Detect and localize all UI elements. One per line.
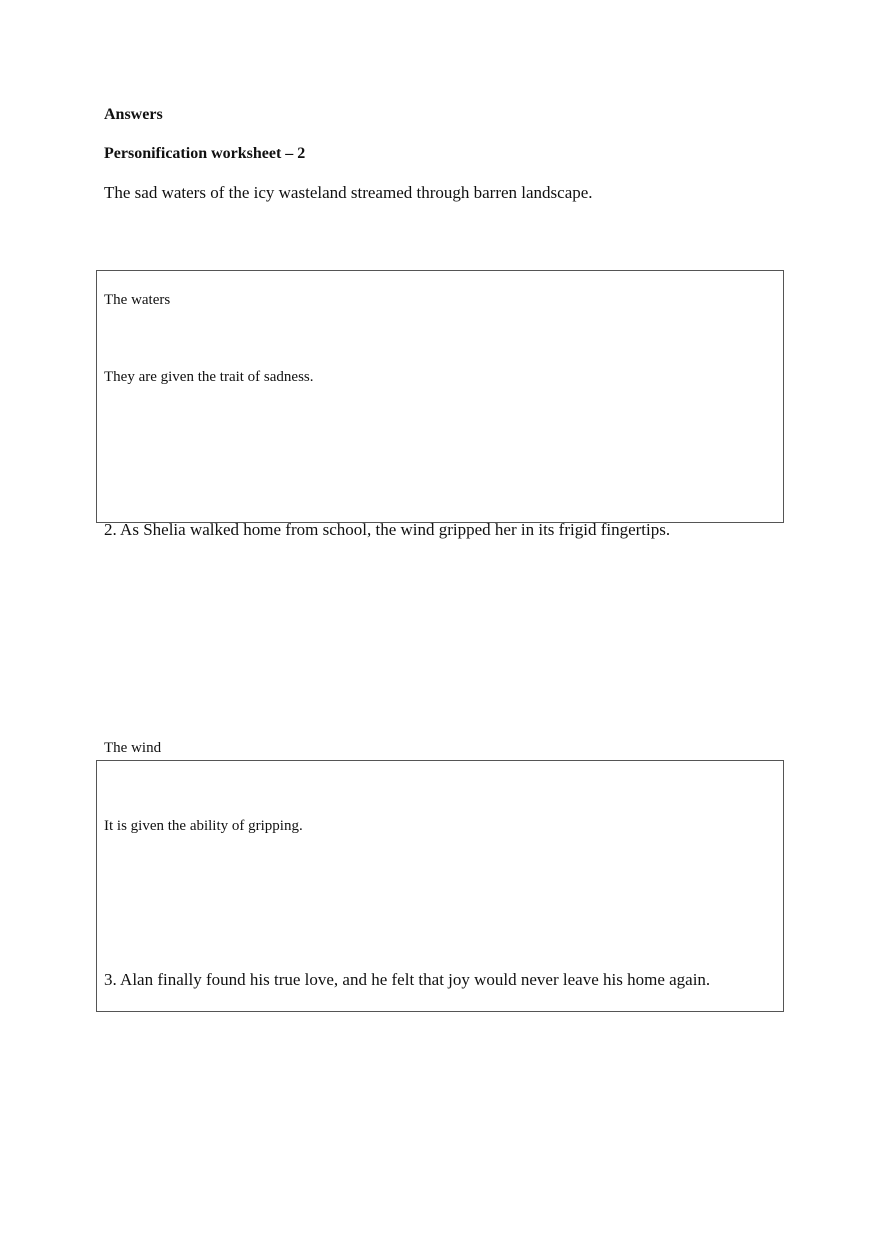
answers-heading: Answers xyxy=(104,106,163,123)
answer-box-1 xyxy=(96,270,784,523)
question-1-sentence: The sad waters of the icy wasteland streamed through barren landscape. xyxy=(104,183,593,202)
question-2-explanation: It is given the ability of gripping. xyxy=(104,818,303,834)
question-1-subject: The waters xyxy=(104,292,171,308)
worksheet-title: Personification worksheet – 2 xyxy=(104,145,306,162)
question-1-explanation: They are given the trait of sadness. xyxy=(104,369,314,385)
question-3-sentence: 3. Alan finally found his true love, and he felt that joy would never leave his home again. xyxy=(104,970,711,989)
question-2-sentence: 2. As Shelia walked home from school, the wind gripped her in its frigid fingertips. xyxy=(104,520,671,539)
question-2-subject: The wind xyxy=(104,740,162,756)
